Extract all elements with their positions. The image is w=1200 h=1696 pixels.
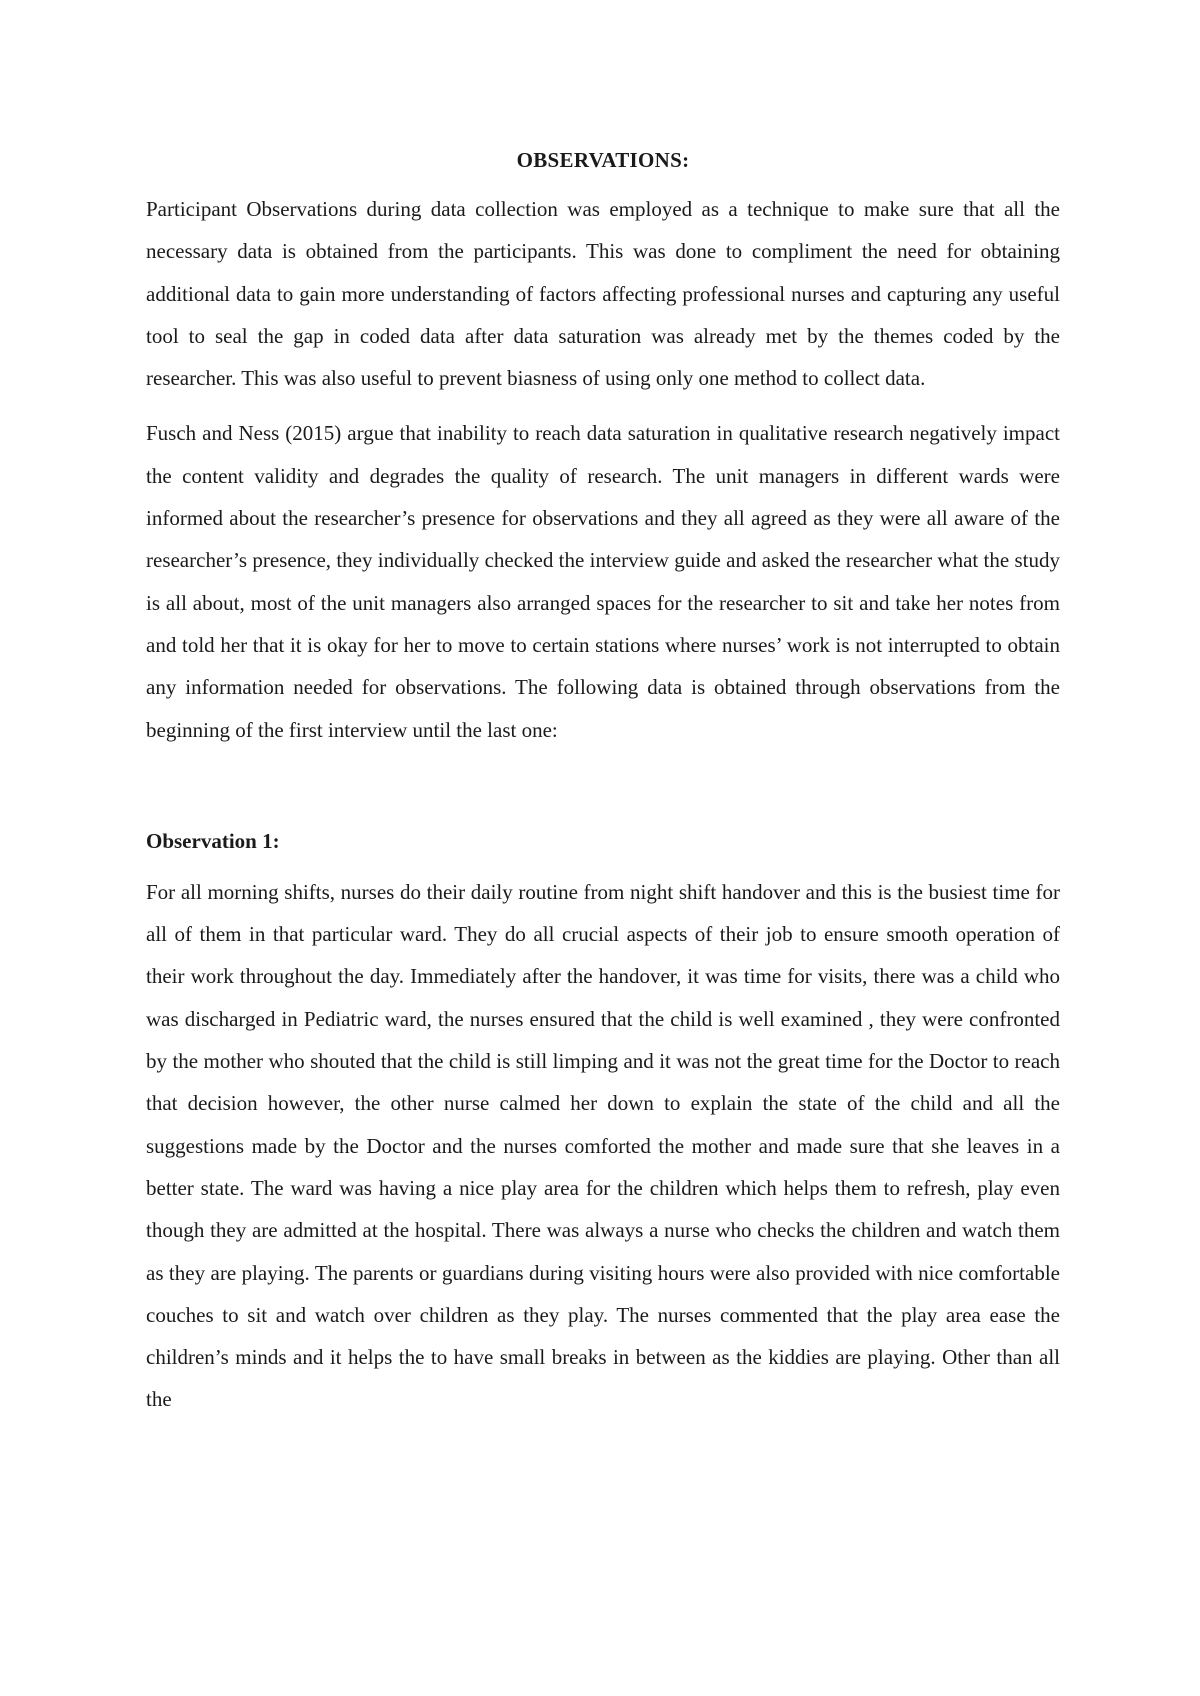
section-heading-observation-1: Observation 1: <box>146 828 280 853</box>
document-body <box>146 145 1060 1421</box>
paragraph-participant-observations: Participant Observations during data collection was employed as a technique to make sure that all the necessary data is obtained from the participants. This was done to compliment the need for obtaining additional data to gain more understanding of factors affecting professional nurses and capturing any useful tool to seal the gap in coded data after data saturation was already met by the themes coded by the researcher. This was also useful to prevent biasness of using only one method to collect data. <box>146 197 1060 391</box>
page-title: OBSERVATIONS: <box>516 148 690 172</box>
paragraph-observation-1: For all morning shifts, nurses do their daily routine from night shift handover and this is the busiest time for all of them in that particular ward. They do all crucial aspects of their job to ensure smooth operation of their work throughout the day. Immediately after the handover, it was time for visits, there was a child who was discharged in Pediatric ward, the nurses ensured that the child is well examined , they were confronted by the mother who shouted that the child is still limping and it was not the great time for the Doctor to reach that decision however, the other nurse calmed her down to explain the state of the child and all the suggestions made by the Doctor and the nurses comforted the mother and made sure that she leaves in a better state. The ward was having a nice play area for the children which helps them to refresh, play even though they are admitted at the hospital. There was always a nurse who checks the children and watch them as they are playing. The parents or guardians during visiting hours were also provided with nice comfortable couches to sit and watch over children as they play. The nurses commented that the play area ease the children’s minds and it helps the to have small breaks in between as the kiddies are playing. Other than all the <box>146 879 1060 1412</box>
paragraph-data-saturation: Fusch and Ness (2015) argue that inability to reach data saturation in qualitative research negatively impact the content validity and degrades the quality of research. The unit managers in different wards were informed about the researcher’s presence for observations and they all agreed as they were all aware of the researcher’s presence, they individually checked the interview guide and asked the researcher what the study is all about, most of the unit managers also arranged spaces for the researcher to sit and take her notes from and told her that it is okay for her to move to certain stations where nurses’ work is not interrupted to obtain any information needed for observations. The following data is obtained through observations from the beginning of the first interview until the last one: <box>146 421 1060 742</box>
